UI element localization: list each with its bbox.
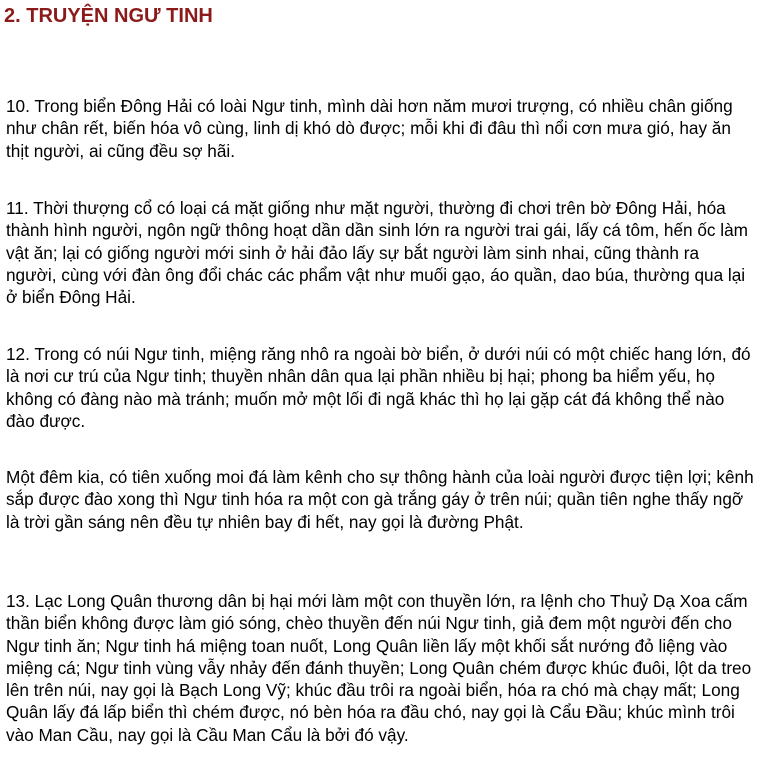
- paragraph-13: 13. Lạc Long Quân thương dân bị hại mới làm một con thuyền lớn, ra lệnh cho Thuỷ Dạ Xoa cấm thần biển không được làm gió sóng, chèo thuyền đến núi Ngư tinh, giả đem một người đến cho Ngư tinh ăn; Ngư tinh há miệng toan nuốt, Long Quân liền lấy một khối sắt nướng đỏ liệng vào miệng cá; Ngư tinh vùng vẫy nhảy đến đánh thuyền; Long Quân chém được khúc đuôi, lột da treo lên trên núi, nay gọi là Bạch Long Vỹ; khúc đầu trôi ra ngoài biển, hóa ra chó mà chạy mất; Long Quân lấy đá lấp biển thì chém được, nó bèn hóa ra đầu chó, nay gọi là Cẩu Đầu; khúc mình trôi vào Man Cầu, nay gọi là Cầu Man Cẩu là bởi đó vậy.: [6, 591, 752, 745]
- paragraph-12: 12. Trong có núi Ngư tinh, miệng răng nhô ra ngoài bờ biển, ở dưới núi có một chiếc hang lớn, đó là nơi cư trú của Ngư tinh; thuyền nhân dân qua lại phần nhiều bị hại; phong ba hiểm yếu, họ không có đàng nào mà tránh; muốn mở một lối đi ngã khác thì họ lại gặp cát đá không thể nào đào được.: [6, 344, 751, 431]
- page-title: 2. TRUYỆN NGƯ TINH: [4, 5, 213, 27]
- paragraph-10: 10. Trong biển Đông Hải có loài Ngư tinh, mình dài hơn năm mươi trượng, có nhiều chân giống như chân rết, biến hóa vô cùng, linh dị khó dò được; mỗi khi đi đâu thì nổi cơn mưa gió, hay ăn thịt người, ai cũng đều sợ hãi.: [6, 96, 733, 161]
- paragraph-11: 11. Thời thượng cổ có loại cá mặt giống như mặt người, thường đi chơi trên bờ Đông Hải, hóa thành hình người, ngôn ngữ thông hoạt dần dần sinh lớn ra người trai gái, lấy cá tôm, hến ốc làm vật ăn; lại có giống người mới sinh ở hải đảo lấy sự bắt người làm sinh nhai, cũng thành ra người, cùng với đàn ông đổi chác các phẩm vật như muối gạo, áo quần, dao búa, thường qua lại ở biển Đông Hải.: [6, 198, 748, 308]
- paragraph-12-continued: Một đêm kia, có tiên xuống moi đá làm kênh cho sự thông hành của loài người được tiện lợi; kênh sắp được đào xong thì Ngư tinh hóa ra một con gà trắng gáy ở trên núi; quần tiên nghe thấy ngỡ là trời gần sáng nên đều tự nhiên bay đi hết, nay gọi là đường Phật.: [6, 467, 754, 532]
